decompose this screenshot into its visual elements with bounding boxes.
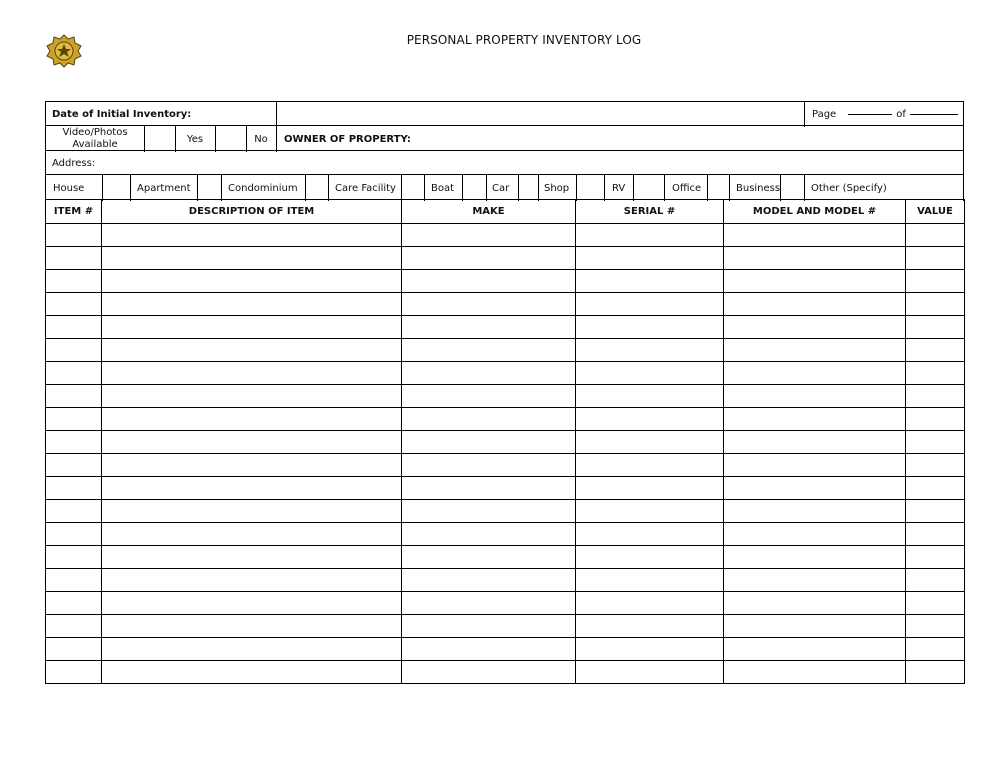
table-cell[interactable] [906,293,965,316]
type-boat: Boat [431,182,455,194]
table-cell[interactable] [724,293,906,316]
table-cell[interactable] [102,431,402,454]
table-cell[interactable] [576,224,724,247]
video-photos-label [46,126,144,152]
table-cell[interactable] [46,454,102,477]
table-row [46,523,965,546]
col-value: VALUE [906,200,965,224]
type-care-facility: Care Facility [335,182,396,194]
page-label: Page [812,109,837,120]
table-cell[interactable] [102,247,402,270]
table-cell[interactable] [102,362,402,385]
type-rv: RV [612,182,626,194]
table-cell[interactable] [402,339,576,362]
type-office: Office [672,182,702,194]
table-cell[interactable] [46,638,102,661]
table-row [46,385,965,408]
car-checkbox[interactable] [518,175,538,201]
table-row [46,477,965,500]
house-checkbox[interactable] [102,175,130,201]
table-cell[interactable] [906,546,965,569]
table-cell[interactable] [402,546,576,569]
table-cell[interactable] [906,500,965,523]
table-cell[interactable] [46,592,102,615]
table-row [46,339,965,362]
table-cell[interactable] [724,454,906,477]
yes-checkbox[interactable] [215,126,246,152]
table-cell[interactable] [46,615,102,638]
table-cell[interactable] [576,316,724,339]
care-facility-checkbox[interactable] [401,175,424,201]
table-cell[interactable] [906,408,965,431]
table-cell[interactable] [102,500,402,523]
table-cell[interactable] [46,546,102,569]
table-cell[interactable] [576,431,724,454]
table-cell[interactable] [724,569,906,592]
table-row [46,454,965,477]
table-cell[interactable] [46,569,102,592]
table-cell[interactable] [576,293,724,316]
table-cell[interactable] [402,477,576,500]
table-cell[interactable] [102,569,402,592]
table-row [46,293,965,316]
table-cell[interactable] [102,293,402,316]
table-cell[interactable] [102,546,402,569]
table-cell[interactable] [102,615,402,638]
table-cell[interactable] [46,431,102,454]
table-cell[interactable] [46,500,102,523]
type-car: Car [492,182,510,194]
inventory-table [45,199,965,684]
video-label-line1: Video/Photos [62,127,128,138]
table-cell[interactable] [906,477,965,500]
owner-label: OWNER OF PROPERTY: [284,133,411,145]
table-row [46,638,965,661]
address-row[interactable] [45,150,964,176]
apartment-checkbox[interactable] [197,175,221,201]
table-cell[interactable] [46,385,102,408]
table-cell[interactable] [576,270,724,293]
table-cell[interactable] [576,408,724,431]
page-field[interactable] [812,102,962,127]
table-cell[interactable] [906,638,965,661]
table-row [46,661,965,684]
table-cell[interactable] [102,477,402,500]
table-cell[interactable] [906,592,965,615]
business-checkbox[interactable] [780,175,804,201]
video-owner-row [45,125,964,152]
table-cell[interactable] [724,362,906,385]
office-checkbox[interactable] [707,175,729,201]
table-cell[interactable] [402,408,576,431]
type-apartment: Apartment [137,182,191,194]
table-cell[interactable] [402,247,576,270]
video-checkbox[interactable] [144,126,175,152]
table-cell[interactable] [46,224,102,247]
table-header-row [46,200,965,224]
table-cell[interactable] [724,339,906,362]
table-row [46,569,965,592]
table-row [46,247,965,270]
col-make: MAKE [402,200,576,224]
address-label: Address: [52,158,96,169]
no-label: No [254,133,268,145]
table-row [46,408,965,431]
table-cell[interactable] [724,408,906,431]
table-cell[interactable] [102,385,402,408]
table-cell[interactable] [906,615,965,638]
table-cell[interactable] [102,661,402,684]
table-cell[interactable] [402,500,576,523]
table-cell[interactable] [724,224,906,247]
table-cell[interactable] [46,408,102,431]
table-cell[interactable] [402,316,576,339]
table-cell[interactable] [102,270,402,293]
table-cell[interactable] [102,316,402,339]
table-cell[interactable] [724,661,906,684]
table-cell[interactable] [724,385,906,408]
table-cell[interactable] [402,523,576,546]
table-cell[interactable] [724,316,906,339]
table-cell[interactable] [906,316,965,339]
table-cell[interactable] [402,592,576,615]
table-cell[interactable] [102,408,402,431]
table-cell[interactable] [102,523,402,546]
table-cell[interactable] [402,569,576,592]
table-cell[interactable] [402,224,576,247]
type-house: House [53,182,85,194]
col-item-number: ITEM # [46,200,102,224]
date-page-row [45,101,964,127]
table-cell[interactable] [402,661,576,684]
table-cell[interactable] [46,362,102,385]
table-cell[interactable] [46,339,102,362]
table-cell[interactable] [724,477,906,500]
table-cell[interactable] [576,592,724,615]
table-cell[interactable] [402,362,576,385]
table-cell[interactable] [46,247,102,270]
table-cell[interactable] [46,477,102,500]
table-cell[interactable] [402,293,576,316]
table-cell[interactable] [906,385,965,408]
table-cell[interactable] [724,431,906,454]
table-row [46,592,965,615]
table-cell[interactable] [906,431,965,454]
table-cell[interactable] [724,500,906,523]
rv-checkbox[interactable] [633,175,664,201]
table-cell[interactable] [576,454,724,477]
table-cell[interactable] [576,638,724,661]
yes-label: Yes [186,133,204,145]
table-cell[interactable] [576,661,724,684]
table-cell[interactable] [402,615,576,638]
col-serial: SERIAL # [576,200,724,224]
table-cell[interactable] [576,523,724,546]
type-shop: Shop [544,182,570,194]
table-cell[interactable] [402,431,576,454]
table-cell[interactable] [46,293,102,316]
table-row [46,270,965,293]
table-row [46,224,965,247]
table-cell[interactable] [576,362,724,385]
table-cell[interactable] [576,247,724,270]
table-cell[interactable] [402,270,576,293]
table-cell[interactable] [402,454,576,477]
condominium-checkbox[interactable] [305,175,328,201]
table-cell[interactable] [906,224,965,247]
table-cell[interactable] [576,385,724,408]
table-cell[interactable] [102,454,402,477]
table-row [46,431,965,454]
table-cell[interactable] [576,477,724,500]
table-cell[interactable] [102,339,402,362]
table-cell[interactable] [724,247,906,270]
table-cell[interactable] [724,270,906,293]
shop-checkbox[interactable] [576,175,604,201]
table-cell[interactable] [576,500,724,523]
of-label: of [896,109,906,120]
table-row [46,500,965,523]
table-row [46,546,965,569]
sheriff-badge-icon [45,34,83,68]
table-body [46,224,965,684]
table-cell[interactable] [724,592,906,615]
table-cell[interactable] [906,661,965,684]
table-row [46,615,965,638]
table-cell[interactable] [906,270,965,293]
boat-checkbox[interactable] [462,175,486,201]
table-cell[interactable] [906,339,965,362]
table-cell[interactable] [576,339,724,362]
table-cell[interactable] [576,546,724,569]
table-cell[interactable] [46,316,102,339]
property-type-row [45,174,964,201]
table-cell[interactable] [724,615,906,638]
table-cell[interactable] [906,569,965,592]
table-cell[interactable] [402,638,576,661]
table-cell[interactable] [46,523,102,546]
table-row [46,316,965,339]
table-cell[interactable] [402,385,576,408]
table-row [46,362,965,385]
table-cell[interactable] [102,638,402,661]
table-cell[interactable] [102,224,402,247]
table-cell[interactable] [724,638,906,661]
table-cell[interactable] [46,661,102,684]
table-cell[interactable] [906,362,965,385]
page-title: PERSONAL PROPERTY INVENTORY LOG [406,33,642,47]
table-cell[interactable] [906,454,965,477]
table-cell[interactable] [102,592,402,615]
table-cell[interactable] [724,546,906,569]
col-model: MODEL AND MODEL # [724,200,906,224]
type-business: Business [736,182,781,194]
date-label: Date of Initial Inventory: [52,109,192,120]
table-cell[interactable] [724,523,906,546]
video-label-line2: Available [72,139,118,150]
table-cell[interactable] [46,270,102,293]
type-condominium: Condominium [228,182,298,194]
type-other-specify: Other (Specify) [811,182,887,194]
table-cell[interactable] [576,615,724,638]
col-description: DESCRIPTION OF ITEM [102,200,402,224]
table-cell[interactable] [576,569,724,592]
table-cell[interactable] [906,523,965,546]
table-cell[interactable] [906,247,965,270]
